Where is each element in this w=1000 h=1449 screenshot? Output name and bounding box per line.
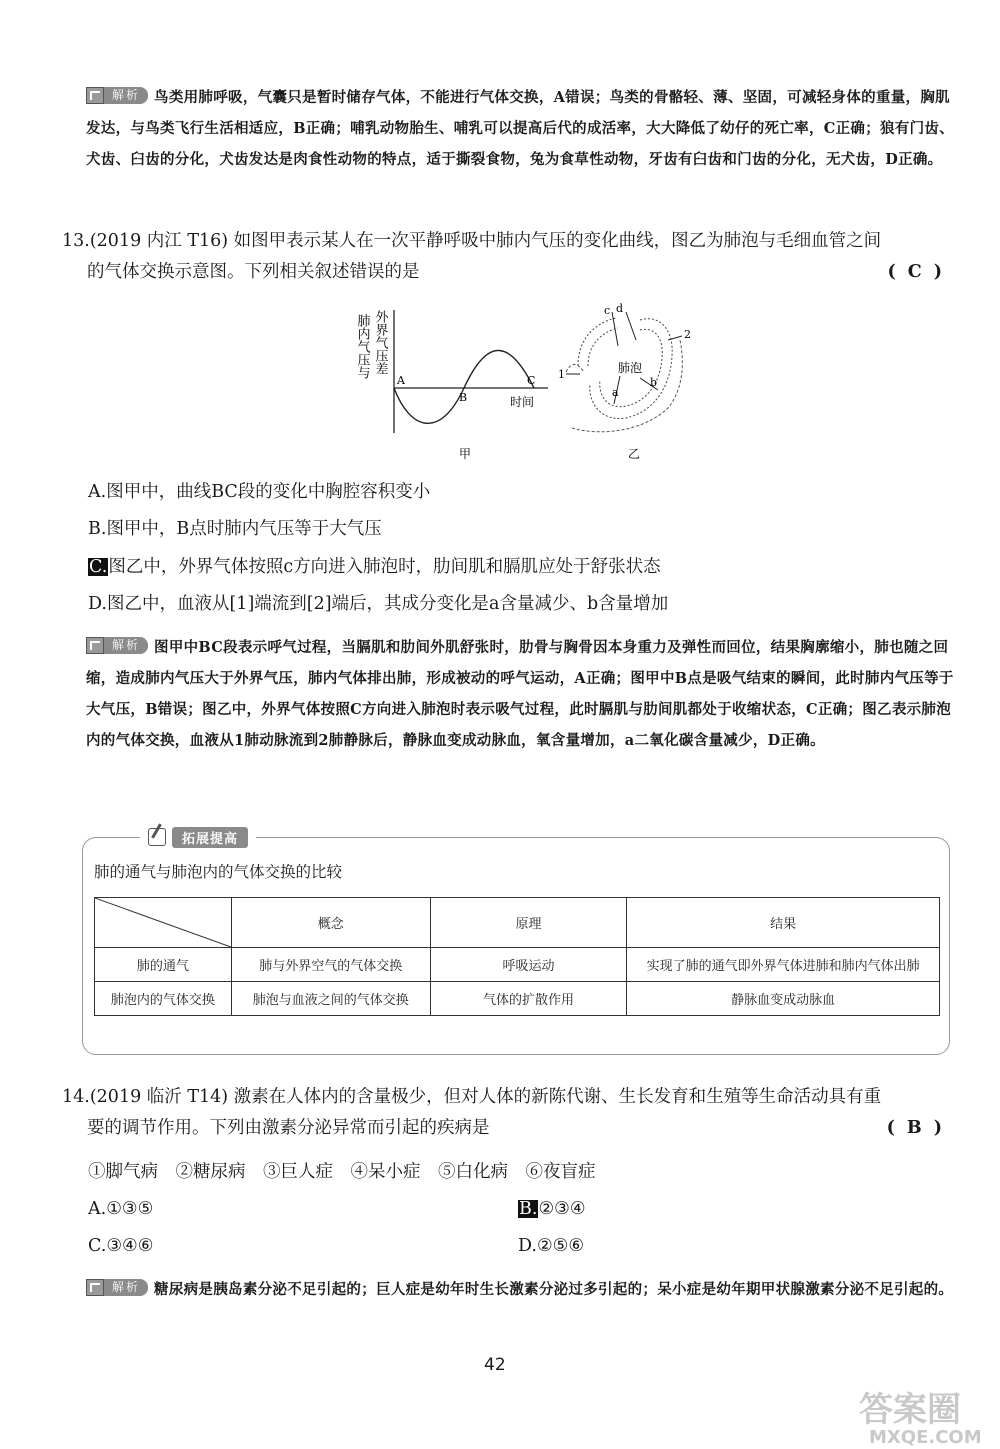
option-text: ①③⑤ [106,1199,154,1219]
analysis-text: 鸟类用肺呼吸，气囊只是暂时储存气体，不能进行气体交换，A错误；鸟类的骨骼轻、薄、坚固，可减轻身体的重量，胸肌发达，与鸟类飞行生活相适应，B正确；哺乳动物胎生、哺乳可以提高后代的成活率，大大降低了幼仔的死亡率，C正确；狼有门齿、犬齿、臼齿的分化，犬齿发达是肉食性动物的特点，适于撕裂食物，兔为食草性动物，牙齿有臼齿和门齿的分化，无犬齿，D正确。 [86,89,954,168]
answer-bracket: (B) [886,1118,954,1138]
option-letter: C. [88,1236,107,1256]
corner-diagonal [95,898,231,947]
yi-label-b: b [650,376,658,389]
q13-analysis [86,632,954,756]
arrow-d [626,312,636,340]
table-cell: 实现了肺的通气即外界气体进肺和肺内气体出肺 [627,948,940,982]
analysis-icon [86,637,104,654]
analysis-badge [86,87,148,104]
jia-ylabel-2: 外界气压差 [372,310,388,375]
analysis-label: 解析 [104,1279,148,1296]
question-stem-cont: 要的调节作用。下列由激素分泌异常而引起的疾病是 [87,1118,490,1138]
option-text: ②③④ [538,1199,586,1219]
analysis-icon [86,87,104,104]
q14-option-c [88,1233,153,1259]
q13-option-a [88,479,430,505]
table-row [95,982,940,1016]
svg-text:MXQE.COM: MXQE.COM [869,1427,982,1447]
yi-label-a: a [612,386,619,399]
q14-items: ①脚气病 ②糖尿病 ③巨人症 ④呆小症 ⑤白化病 ⑥夜盲症 [88,1162,596,1182]
extension-title: 肺的通气与肺泡内的气体交换的比较 [94,863,343,881]
table-corner-cell [95,898,232,948]
table-cell: 呼吸运动 [430,948,627,982]
analysis-label: 解析 [104,637,148,654]
extension-tag-label: 拓展提高 [172,827,248,848]
question-14 [62,1082,954,1144]
question-13 [62,226,954,288]
option-text: 图乙中，外界气体按照c方向进入肺泡时，肋间肌和膈肌应处于舒张状态 [108,557,661,577]
page-number: 42 [484,1355,506,1375]
point-a-label: A [397,374,405,387]
table-cell: 气体的扩散作用 [430,982,627,1016]
option-letter-selected: B. [519,1199,538,1219]
analysis-text: 图甲中BC段表示呼气过程，当膈肌和肋间外肌舒张时，肋骨与胸骨因本身重力及弹性而回位，结果胸廓缩小，肺也随之回缩，造成肺内气压大于外界气压，肺内气体排出肺，形成被动的呼气运动，A正确；图甲中B点是吸气结束的瞬间，此时肺内气压等于大气压，B错误；图乙中，外界气体按照C方向进入肺泡时表示吸气过程，此时膈肌与肋间肌都处于收缩状态，C正确；图乙表示肺泡内的气体交换，血液从1肺动脉流到2肺静脉后，静脉血变成动脉血，氧含量增加，a二氧化碳含量减少，D正确。 [86,639,954,749]
q14-option-a [88,1196,153,1222]
svg-text:答案圈: 答案圈 [859,1390,961,1430]
table-cell: 静脉血变成动脉血 [627,982,940,1016]
option-letter: D. [88,594,107,614]
arrow-c [612,312,618,346]
q14-analysis [86,1274,954,1305]
option-letter: A. [88,482,107,502]
pressure-curve [394,350,534,423]
arrow-2 [668,336,682,340]
question-stem-cont: 的气体交换示意图。下列相关叙述错误的是 [87,262,420,282]
option-letter: D. [518,1236,537,1256]
jia-ylabel-1: 肺内气压与 [354,314,370,379]
option-text: ③④⑥ [106,1236,154,1256]
row-header: 肺泡内的气体交换 [95,982,232,1016]
jia-caption: 甲 [459,447,472,460]
jia-xlabel: 时间 [510,395,535,409]
alveolus-label: 肺泡 [618,361,643,375]
q14-option-b [518,1196,586,1222]
option-text: 图甲中，曲线BC段的变化中胸腔容积变小 [106,482,431,502]
row-header: 肺的通气 [95,948,232,982]
question-stem: (2019 内江 T16) 如图甲表示某人在一次平静呼吸中肺内气压的变化曲线，图乙为肺泡与毛细血管之间 [89,231,882,251]
column-header: 原理 [430,898,627,948]
q13-option-d [88,591,668,617]
question-stem: (2019 临沂 T14) 激素在人体内的含量极少，但对人体的新陈代谢、生长发育和生殖等生命活动具有重 [89,1087,882,1107]
yi-caption: 乙 [628,447,641,460]
point-b-label: B [459,391,468,404]
option-letter-selected: C. [89,557,108,577]
yi-label-1: 1 [558,368,565,381]
analysis-text: 糖尿病是胰岛素分泌不足引起的；巨人症是幼年时生长激素分泌过多引起的；呆小症是幼年期甲状腺激素分泌不足引起的。 [154,1281,954,1298]
column-header: 概念 [231,898,430,948]
option-letter: A. [88,1199,107,1219]
yi-label-2: 2 [684,328,691,341]
table-row [95,948,940,982]
option-text: 图乙中，血液从[1]端流到[2]端后，其成分变化是a含量减少、b含量增加 [106,594,669,614]
watermark-logo [855,1385,997,1447]
point-c-label: C [527,374,536,387]
q13-option-c [88,554,661,580]
comparison-table [94,897,940,1016]
analysis-label: 解析 [104,87,148,104]
analysis-icon [86,1279,104,1296]
pen-icon [148,828,166,846]
yi-label-d: d [616,302,624,315]
analysis-badge [86,637,148,654]
column-header: 结果 [627,898,940,948]
extension-tag [140,826,256,848]
option-letter: B. [88,519,107,539]
question-number: 14. [62,1087,90,1107]
q13-option-b [88,516,382,542]
answer-bracket: (C) [887,262,954,282]
table-cell: 肺与外界空气的气体交换 [231,948,430,982]
yi-label-c: c [604,304,611,317]
figure-svg [340,300,710,460]
table-cell: 肺泡与血液之间的气体交换 [231,982,430,1016]
analysis-badge [86,1279,148,1296]
q12-analysis [86,82,954,175]
q14-option-d [518,1233,584,1259]
figure-13 [340,300,710,460]
option-text: 图甲中，B点时肺内气压等于大气压 [106,519,382,539]
question-number: 13. [62,231,90,251]
option-text: ②⑤⑥ [536,1236,585,1256]
